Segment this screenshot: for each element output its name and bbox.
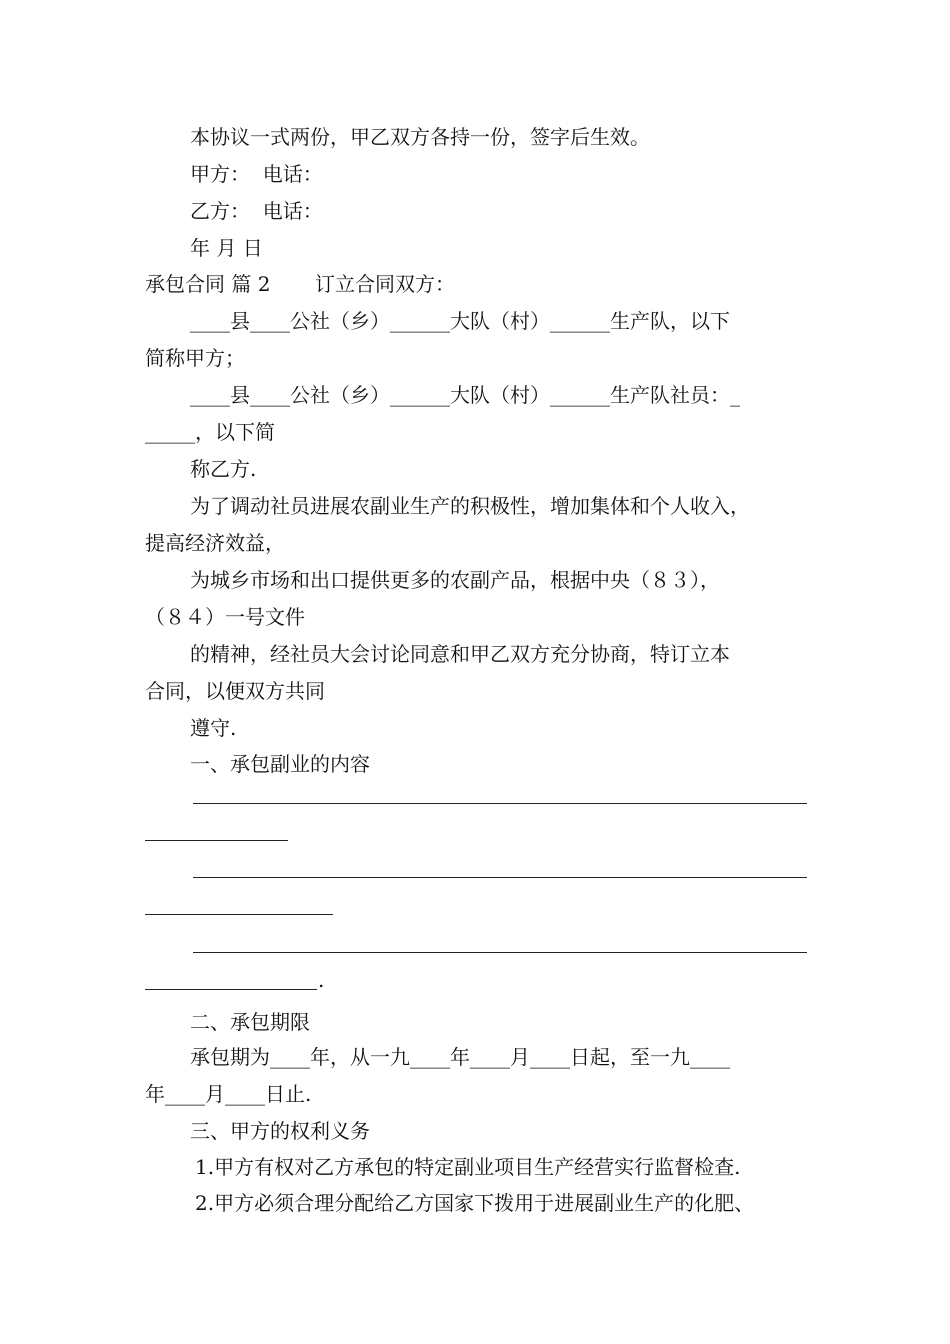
text-line: 乙方： 电话：	[190, 199, 323, 223]
text-line: ____县____公社（乡）______大队（村）______生产队，以下	[190, 309, 730, 333]
text-line: .	[318, 968, 325, 992]
text-line: 2.甲方必须合理分配给乙方国家下拨用于进展副业生产的化肥、	[195, 1191, 755, 1215]
text-line: 本协议一式两份，甲乙双方各持一份，签字后生效。	[190, 125, 650, 149]
text-line: 年____月____日止.	[145, 1082, 312, 1106]
text-line: 遵守.	[190, 716, 237, 740]
section-heading: 三、甲方的权利义务	[190, 1119, 370, 1143]
blank-line	[145, 989, 317, 990]
text-line: 简称甲方；	[145, 346, 245, 370]
text-line: 承包期为____年，从一九____年____月____日起，至一九____	[190, 1045, 730, 1069]
text-line: 称乙方.	[190, 457, 257, 481]
blank-line	[145, 840, 288, 841]
text-line: 年 月 日	[190, 236, 263, 260]
section-heading: 二、承包期限	[190, 1010, 310, 1034]
text-line: 提高经济效益，	[145, 531, 285, 555]
text-line: 为了调动社员进展农副业生产的积极性，增加集体和个人收入，	[190, 494, 750, 518]
blank-line	[145, 914, 333, 915]
section-heading: 一、承包副业的内容	[190, 752, 370, 776]
text-line: _____，以下简	[145, 420, 275, 444]
text-line: 甲方： 电话：	[190, 162, 323, 186]
blank-line	[193, 952, 807, 953]
text-line: 的精神，经社员大会讨论同意和甲乙双方充分协商，特订立本	[190, 642, 730, 666]
blank-line	[193, 803, 807, 804]
text-line: （８４）一号文件	[145, 605, 305, 629]
blank-line	[193, 877, 807, 878]
section-heading: 承包合同 篇 2 订立合同双方：	[145, 272, 455, 296]
text-line: ____县____公社（乡）______大队（村）______生产队社员：_	[190, 383, 740, 407]
text-line: 1.甲方有权对乙方承包的特定副业项目生产经营实行监督检查.	[195, 1155, 741, 1179]
text-line: 为城乡市场和出口提供更多的农副产品，根据中央（８３），	[190, 568, 720, 592]
text-line: 合同，以便双方共同	[145, 679, 325, 703]
